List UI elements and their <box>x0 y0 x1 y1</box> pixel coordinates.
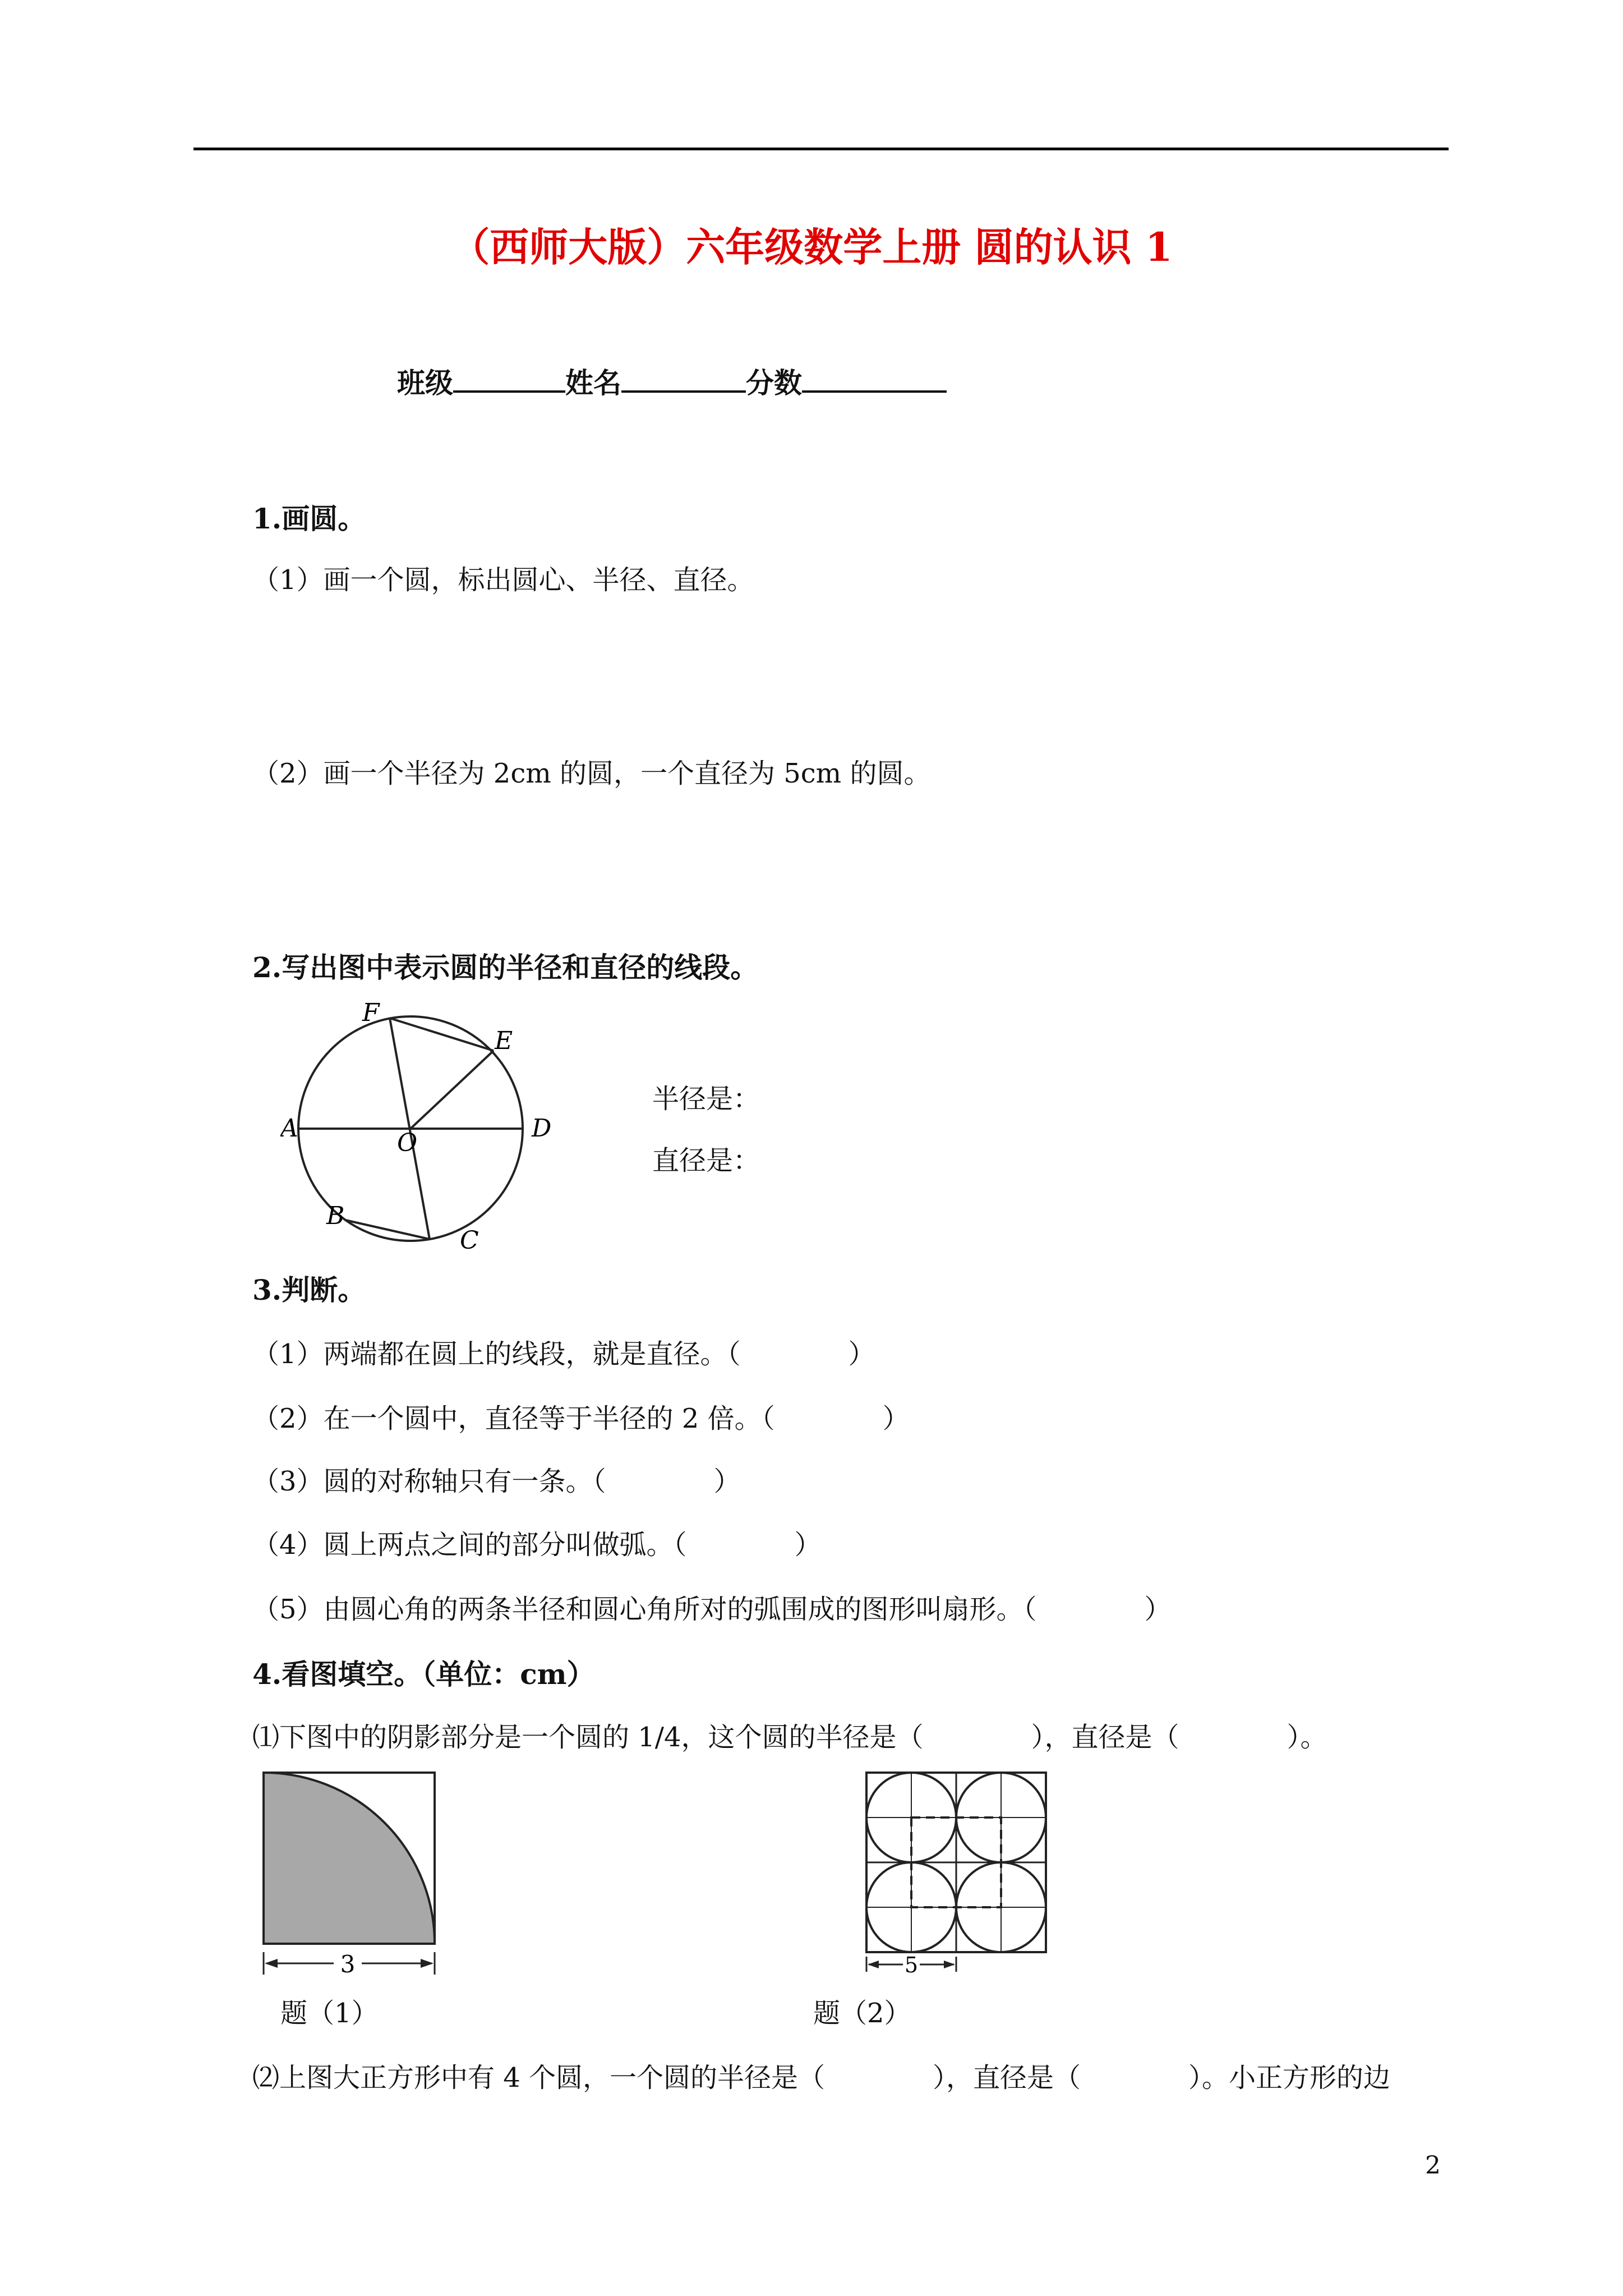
q4-part1: ⑴下图中的阴影部分是一个圆的 1/4，这个圆的半径是（ ），直径是（ ）。 <box>252 1722 1327 1753</box>
point-b-label: B <box>326 1202 345 1230</box>
q3-heading: 3.判断。 <box>252 1273 366 1306</box>
q3-item-2: （2）在一个圆中，直径等于半径的 2 倍。（ ） <box>252 1403 910 1434</box>
q2-radius-answer: 半径是： <box>652 1083 760 1115</box>
point-o-label: O <box>397 1129 418 1157</box>
four-circles-figure <box>861 1767 1052 1975</box>
q2-diameter-answer: 直径是： <box>652 1145 760 1176</box>
q3-item-5: （5）由圆心角的两条半径和圆心角所对的弧围成的图形叫扇形。（ ） <box>252 1594 1172 1625</box>
q4-part2: ⑵上图大正方形中有 4 个圆，一个圆的半径是（ ），直径是（ ）。小正方形的边 <box>252 2062 1391 2093</box>
point-f-label: F <box>362 999 380 1027</box>
q1-part2: （2）画一个半径为 2cm 的圆，一个直径为 5cm 的圆。 <box>252 758 931 789</box>
fig2-dimension-label: 5 <box>904 1953 919 1975</box>
point-c-label: C <box>460 1226 479 1255</box>
point-d-label: D <box>532 1114 552 1143</box>
point-a-label: A <box>280 1114 298 1143</box>
point-e-label: E <box>495 1027 513 1055</box>
name-blank[interactable] <box>621 362 746 393</box>
q3-item-4: （4）圆上两点之间的部分叫做弧。（ ） <box>252 1529 822 1561</box>
q3-item-3: （3）圆的对称轴只有一条。（ ） <box>252 1466 741 1497</box>
quarter-circle-figure <box>255 1767 446 1980</box>
segment-bc <box>345 1220 430 1239</box>
segment-fe <box>390 1018 494 1051</box>
fig1-caption: 题（1） <box>280 1998 379 2029</box>
name-label: 姓名 <box>565 366 621 399</box>
q1-heading: 1.画圆。 <box>252 502 366 535</box>
header-rule <box>193 148 1449 150</box>
q1-part1: （1）画一个圆，标出圆心、半径、直径。 <box>252 564 754 596</box>
segment-oe <box>411 1051 494 1129</box>
fig1-dimension-label: 3 <box>340 1950 356 1978</box>
class-blank[interactable] <box>453 362 565 393</box>
q2-heading: 2.写出图中表示圆的半径和直径的线段。 <box>252 951 759 984</box>
class-label: 班级 <box>397 366 453 399</box>
score-blank[interactable] <box>802 362 947 393</box>
page-number: 2 <box>1425 2151 1441 2180</box>
page-title: （西师大版）六年级数学上册 圆的认识 1 <box>450 224 1173 270</box>
circle-diagram <box>280 999 583 1257</box>
score-label: 分数 <box>746 366 802 399</box>
q3-item-1: （1）两端都在圆上的线段，就是直径。（ ） <box>252 1338 875 1370</box>
q4-heading: 4.看图填空。（单位：cm） <box>252 1658 595 1691</box>
student-info-line <box>397 361 947 401</box>
fig2-caption: 题（2） <box>813 1998 911 2029</box>
